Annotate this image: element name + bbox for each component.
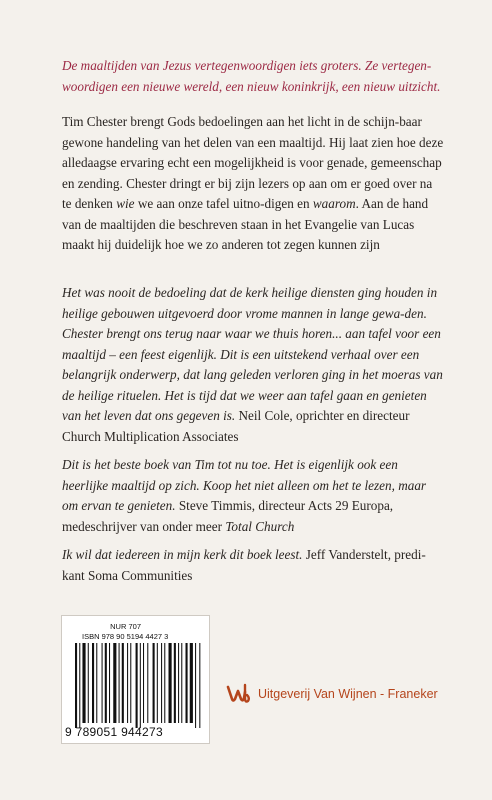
barcode-bar [143,643,144,723]
description-text-3: . Aan de hand van de maaltijden die beschreven staan in het Evangelie van Lucas maakt hij duidelijk hoe we zo anderen tot zegen kunnen zijn [62,196,429,252]
endorsement-attribution: Steve Timmis, directeur Acts 29 Europa, medeschrijver van onder meer [62,498,394,534]
barcode-bar [181,643,182,723]
publisher-name: Uitgeverij Van Wijnen - Franeker [258,687,438,701]
barcode-bar [127,643,128,723]
barcode-bar [174,643,176,723]
barcode-bar [164,643,165,723]
barcode-bar [169,643,172,723]
barcode-bar [109,643,110,723]
barcode-bar [113,643,116,723]
barcode-bar [92,643,94,723]
nur-code: NUR 707 [110,622,141,631]
publisher-imprint [226,683,438,705]
barcode-bar [199,643,200,728]
tagline: De maaltijden van Jezus vertegenwoordigen iets groters. Ze vertegen-woordigen een nieuwe wereld, een nieuw koninkrijk, een nieuw uitzicht. [62,58,441,94]
endorsement-quote: Ik wil dat iedereen in mijn kerk dit boek leest. [62,547,303,562]
barcode-bar [75,643,77,728]
endorsement-quote: Het was nooit de bedoeling dat de kerk heilige diensten ging houden in heilige gebouwen uitgevoerd door vrome mannen in lange gewa-den. Chester brengt ons terug naar waar we thuis horen... aan tafel voor een maaltijd – een feest eigenlijk. Dit is een uitstekend verhaal over een belangrijk onderwerp, dat lang geleden verloren ging in het moeras van de heilige rituelen. Het is tijd dat we weer aan tafel gaan en genieten van het leven dat ons gegeven is. [62,285,443,423]
description-text-2: we aan onze tafel uitno-digen en [134,196,313,211]
barcode-bar [130,643,131,723]
barcode-bar [79,643,80,728]
isbn-number: ISBN 978 90 5194 4427 3 [82,632,169,641]
endorsement-quote: Dit is het beste boek van Tim tot nu toe. Het is eigenlijk ook een heerlijke maaltijd op zich. Koop het niet alleen om het te lezen, maar om ervan te genieten. [62,457,427,513]
barcode-bar [82,643,85,723]
barcode-bar [157,643,158,723]
endorsement [62,545,444,586]
barcode-bar [161,643,162,723]
barcode-bar [153,643,155,723]
barcode-bar [88,643,89,723]
barcode-bar [136,643,138,728]
barcode-bar [119,643,120,723]
barcode-bar [178,643,179,723]
description-text-1: Tim Chester brengt Gods bedoelingen aan het licht in de schijn-baar gewone handeling van het delen van een maaltijd. Hij laat zien hoe deze alledaagse ervaring echt een mogelijkheid is voor genade, gemeenschap en zending. Chester dringt er bij zijn lezers op aan om er goed over na te denken [62,114,444,211]
barcode-bars [75,643,205,728]
barcode-bar [186,643,188,723]
barcode-bar [147,643,148,723]
wb-logo-icon [226,683,250,705]
description-emphasis-waarom: waarom [312,196,356,211]
endorsement-attribution: Jeff Vanderstelt, predi-kant Soma Communities [62,547,426,583]
endorsement [62,283,444,447]
endorsement-attribution: Neil Cole, oprichter en directeur Church Multiplication Associates [62,408,410,444]
barcode-bar [122,643,124,723]
isbn-barcode [61,615,210,744]
barcode-digits: 9 789051 944273 [65,725,163,739]
endorsement [62,455,444,537]
barcode-bar [140,643,141,728]
endorsement-attribution-title: Total Church [225,518,295,534]
description-emphasis-wie: wie [116,196,135,211]
barcode-bar [105,643,107,723]
barcode-bar [195,643,196,728]
barcode-bar [102,643,103,723]
barcode-bar [190,643,193,723]
book-description [62,112,444,256]
barcode-bar [96,643,97,723]
